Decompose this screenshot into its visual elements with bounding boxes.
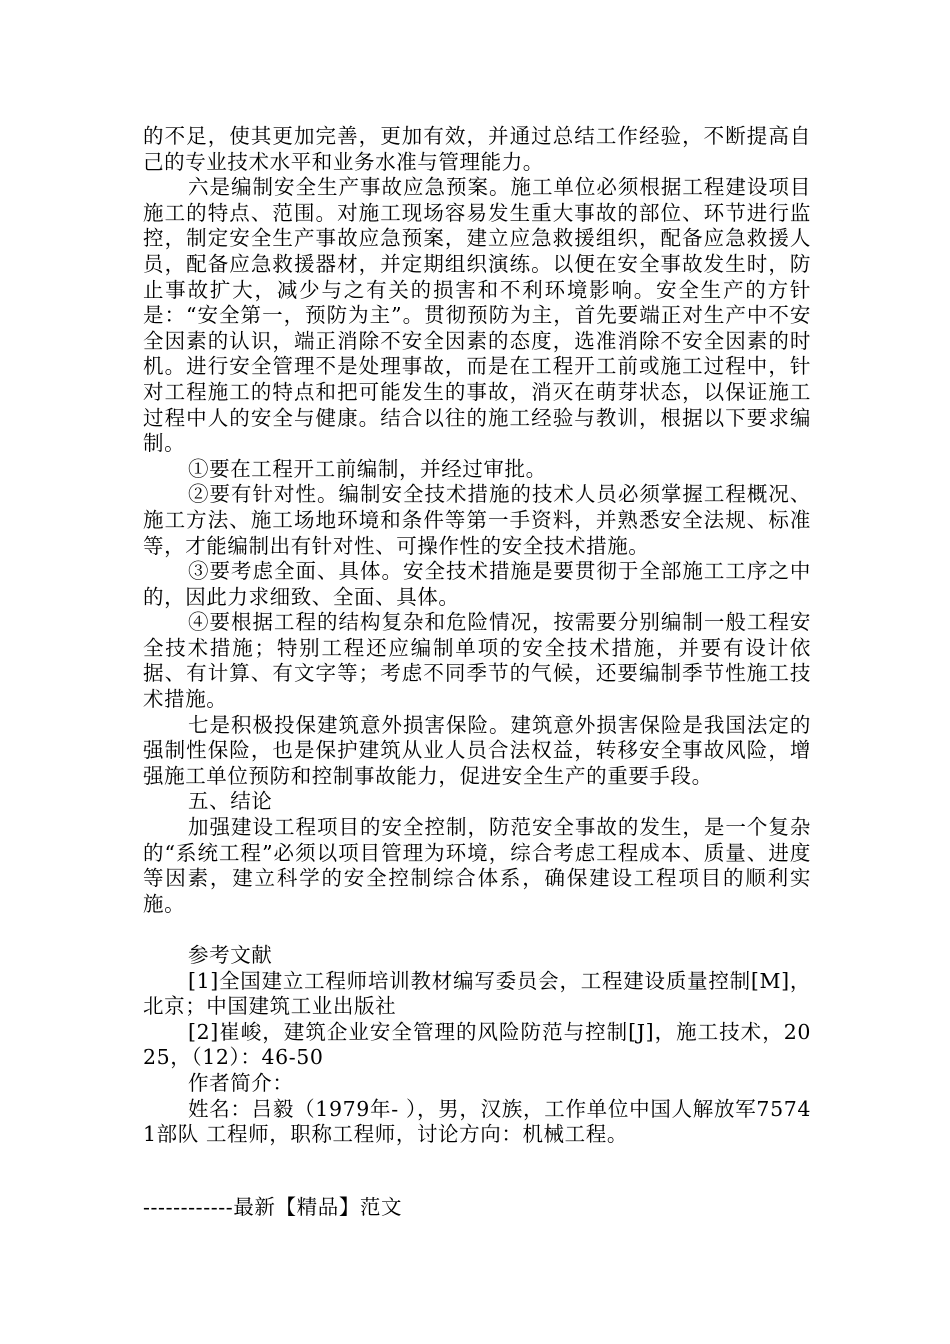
document-body: [143, 124, 811, 1148]
list-item-3: ③要考虑全面、具体。安全技术措施是要贯彻于全部施工工序之中的，因此力求细致、全面、具体。: [143, 559, 811, 609]
paragraph-continuation: 的不足，使其更加完善，更加有效，并通过总结工作经验，不断提高自己的专业技术水平和业务水准与管理能力。: [143, 124, 811, 174]
footer-banner: ------------最新【精品】范文: [143, 1195, 403, 1219]
references-heading: 参考文献: [188, 943, 273, 967]
list-item-1: ①要在工程开工前编制，并经过审批。: [188, 456, 547, 481]
section-heading-conclusion: 五、结论: [188, 789, 273, 814]
paragraph-insurance: 七是积极投保建筑意外损害保险。建筑意外损害保险是我国法定的强制性保险，也是保护建筑从业人员合法权益，转移安全事故风险，增强施工单位预防和控制事故能力，促进安全生产的重要手段。: [143, 712, 811, 788]
list-item-2: ②要有针对性。编制安全技术措施的技术人员必须掌握工程概况、施工方法、施工场地环境和条件等第一手资料，并熟悉安全法规、标准等，才能编制出有针对性、可操作性的安全技术措施。: [143, 482, 811, 558]
list-item-4: ④要根据工程的结构复杂和危险情况，按需要分别编制一般工程安全技术措施；特别工程还应编制单项的安全技术措施，并要有设计依据、有计算、有文字等；考虑不同季节的气候，还要编制季节性施工技术措施。: [143, 610, 811, 712]
reference-2: [2]崔峻，建筑企业安全管理的风险防范与控制[J]，施工技术，2025，（12）：46-50: [143, 1019, 811, 1070]
paragraph-emergency-plan: 六是编制安全生产事故应急预案。施工单位必须根据工程建设项目施工的特点、范围。对施工现场容易发生重大事故的部位、环节进行监控，制定安全生产事故应急预案，建立应急救援组织，配备应急救援人员，配备应急救援器材，并定期组织演练。以便在安全事故发生时，防止事故扩大，减少与之有关的损害和不利环境影响。安全生产的方针是：“安全第一，预防为主”。贯彻预防为主，首先要端正对生产中不安全因素的认识，端正消除不安全因素的态度，选准消除不安全因素的时机。进行安全管理不是处理事故，而是在工程开工前或施工过程中，针对工程施工的特点和把可能发生的事故，消灭在萌芽状态，以保证施工过程中人的安全与健康。结合以往的施工经验与教训，根据以下要求编制。: [143, 175, 811, 456]
author-info: 姓名：吕毅（1979年- ），男，汉族，工作单位中国人解放军75741部队 工程师，职称工程师，讨论方向：机械工程。: [143, 1096, 811, 1147]
reference-1: [1]全国建立工程师培训教材编写委员会，工程建设质量控制[M]，北京；中国建筑工业出版社: [143, 968, 811, 1019]
blank-line: [143, 917, 811, 943]
author-heading: 作者简介：: [188, 1070, 294, 1095]
paragraph-conclusion: 加强建设工程项目的安全控制，防范安全事故的发生，是一个复杂的“系统工程”必须以项目管理为环境，综合考虑工程成本、质量、进度等因素，建立科学的安全控制综合体系，确保建设工程项目的顺利实施。: [143, 815, 811, 916]
